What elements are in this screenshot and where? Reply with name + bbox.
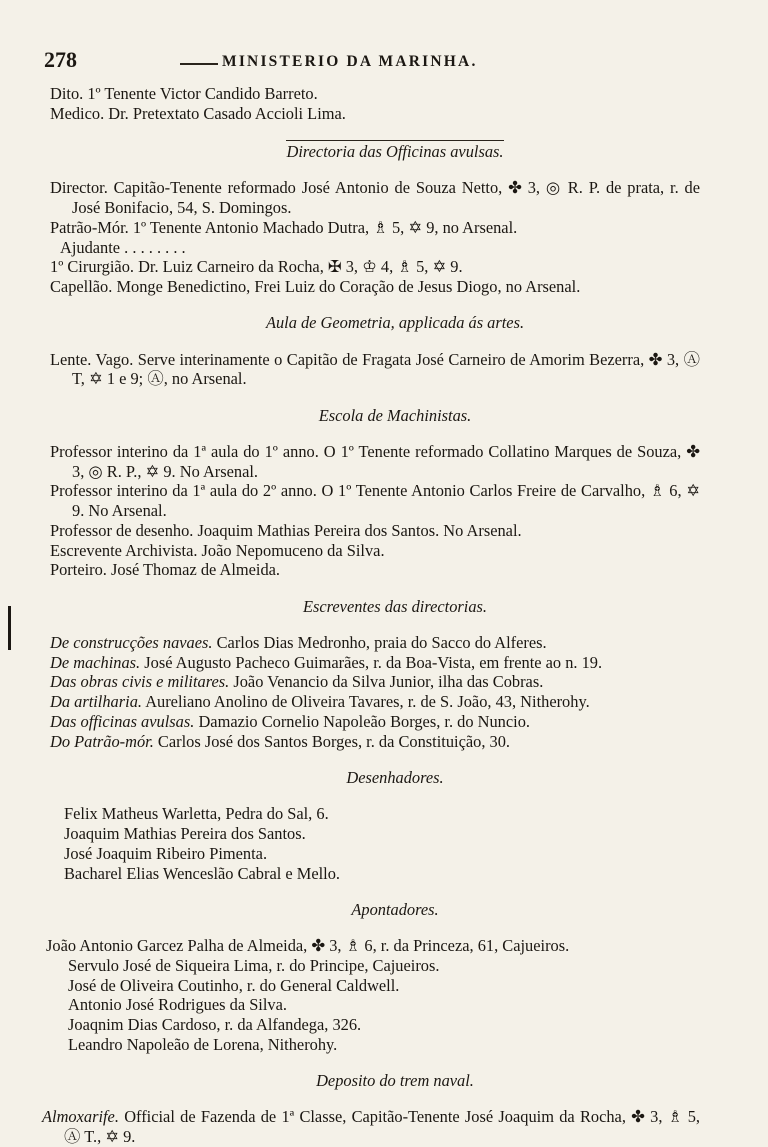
section-heading: Deposito do trem naval.: [316, 1071, 474, 1091]
section-heading: Apontadores.: [351, 899, 439, 919]
entry-line: Do Patrão-mór. Carlos José dos Santos Borges, r. da Constituição, 30.: [50, 731, 511, 751]
entry-line: Medico. Dr. Pretextato Casado Accioli Lima.: [50, 103, 346, 123]
entry-line: João Antonio Garcez Palha de Almeida, ✤ 3, ♗ 6, r. da Princeza, 61, Cajueiros.: [46, 935, 570, 955]
header-dash: [180, 63, 218, 65]
entry-line: Antonio José Rodrigues da Silva.: [68, 995, 287, 1015]
entry-line: Servulo José de Siqueira Lima, r. do Principe, Cajueiros.: [68, 955, 440, 975]
section-heading: Escola de Machinistas.: [318, 405, 472, 425]
entry-line: Director. Capitão-Tenente reformado José Antonio de Souza Netto, ✤ 3, ◎ R. P. de prata, r. de José Bonifacio, 54, S. Domingos.: [50, 178, 700, 217]
entry-line: Professor interino da 1ª aula do 2º anno. O 1º Tenente Antonio Carlos Freire de Carvalho, ♗ 6, ✡ 9. No Arsenal.: [50, 481, 700, 521]
entry-line: Felix Matheus Warletta, Pedra do Sal, 6.: [64, 804, 329, 824]
entry-line: Ajudante . . . . . . . .: [60, 237, 186, 257]
section-heading: Directoria das Officinas avulsas.: [286, 141, 504, 161]
entry-line: De construcções navaes. Carlos Dias Medronho, praia do Sacco do Alferes.: [50, 632, 547, 652]
entry-line: Professor de desenho. Joaquim Mathias Pereira dos Santos. No Arsenal.: [50, 520, 522, 540]
page-header: [44, 47, 724, 76]
entry-line: 1º Cirurgião. Dr. Luiz Carneiro da Rocha, ✠ 3, ♔ 4, ♗ 5, ✡ 9.: [50, 257, 463, 277]
entry-line: Bacharel Elias Wenceslão Cabral e Mello.: [64, 863, 340, 883]
entry-line: Dito. 1º Tenente Victor Candido Barreto.: [50, 84, 318, 103]
section-heading: Aula de Geometria, applicada ás artes.: [265, 313, 525, 333]
page-number: 278: [44, 47, 77, 72]
entry-line: Capellão. Monge Benedictino, Frei Luiz do Coração de Jesus Diogo, no Arsenal.: [50, 277, 581, 297]
entry-line: Joaquim Mathias Pereira dos Santos.: [64, 824, 306, 844]
page-body: [42, 84, 700, 1147]
margin-mark: [8, 606, 11, 650]
entry-line: Escrevente Archivista. João Nepomuceno da Silva.: [50, 540, 385, 560]
entry-line: Da artilharia. Aureliano Anolino de Oliveira Tavares, r. de S. João, 43, Nitherohy.: [50, 692, 590, 712]
running-title: MINISTERIO DA MARINHA.: [222, 53, 478, 70]
entry-line: De machinas. José Augusto Pacheco Guimarães, r. da Boa-Vista, em frente ao n. 19.: [50, 652, 603, 672]
entry-line: José Joaquim Ribeiro Pimenta.: [64, 843, 268, 863]
entry-line: José de Oliveira Coutinho, r. do General Caldwell.: [68, 975, 400, 995]
entry-line: Lente. Vago. Serve interinamente o Capitão de Fragata José Carneiro de Amorim Bezerra, ✤ 3, Ⓐ T, ✡ 1 e 9; Ⓐ, no Arsenal.: [50, 349, 700, 389]
entry-line: Professor interino da 1ª aula do 1º anno. O 1º Tenente reformado Collatino Marques de Souza, ✤ 3, ◎ R. P., ✡ 9. No Arsenal.: [50, 441, 700, 481]
entry-line: Das officinas avulsas. Damazio Cornelio Napoleão Borges, r. do Nuncio.: [50, 712, 530, 732]
entry-line: Porteiro. José Thomaz de Almeida.: [50, 560, 281, 580]
entry-line: Leandro Napoleão de Lorena, Nitherohy.: [68, 1034, 338, 1054]
entry-line: Das obras civis e militares. João Venancio da Silva Junior, ilha das Cobras.: [50, 672, 544, 692]
entry-line: Almoxarife. Official de Fazenda de 1ª Classe, Capitão-Tenente José Joaquim da Rocha, ✤ 3, ♗ 5, Ⓐ T., ✡ 9.: [42, 1107, 700, 1147]
entry-line: Joaqnim Dias Cardoso, r. da Alfandega, 326.: [68, 1015, 362, 1035]
entry-line: Patrão-Mór. 1º Tenente Antonio Machado Dutra, ♗ 5, ✡ 9, no Arsenal.: [50, 217, 518, 237]
section-heading: Escreventes das directorias.: [302, 596, 488, 616]
section-heading: Desenhadores.: [346, 768, 444, 788]
